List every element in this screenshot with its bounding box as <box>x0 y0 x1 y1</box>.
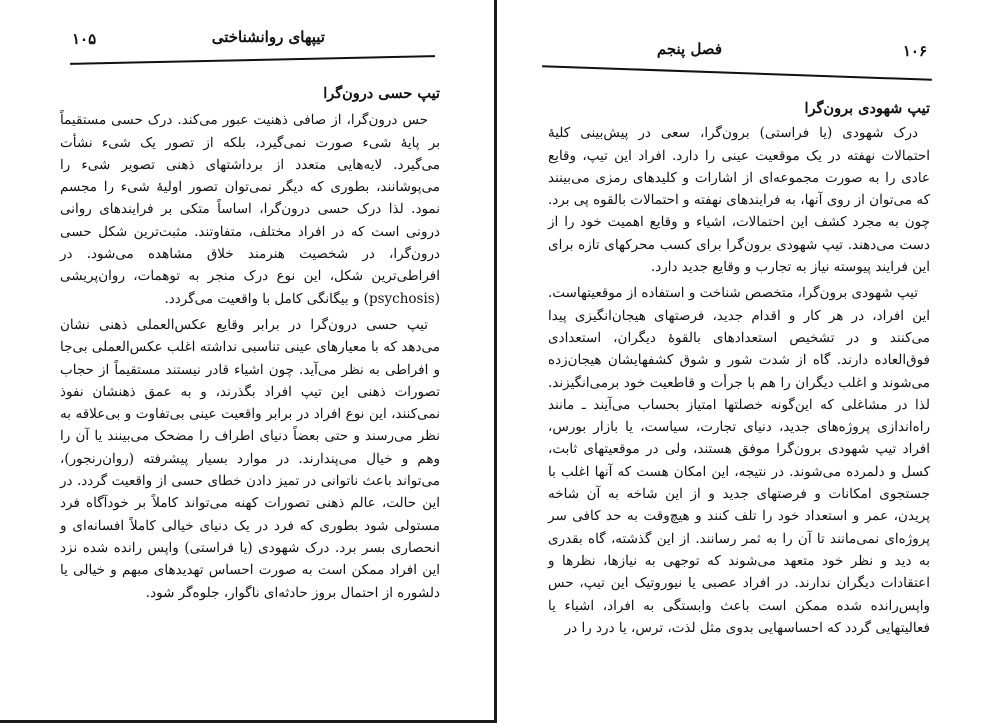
page-body <box>60 83 440 604</box>
page-header <box>542 40 932 80</box>
page-number: ۱۰۵ <box>72 30 97 48</box>
paragraph: تیپ حسی درون‌گرا در برابر وقایع عکس‌العملی ذهنی نشان می‌دهد که با معیارهای عینی تناسبی نداشته اغلب عکس‌العملی بی‌جا و افراطی به نظر می‌آید. چون اشیاء قادر نیستند مستقیماً از حجاب تصورات ذهنی این تیپ افراد بگذرند، و به عمق ذهنشان نفوذ نمی‌کنند، این نوع افراد در برابر واقعیت عینی بی‌تفاوت و بی‌علاقه به نظر می‌رسند و حتی بعضاً دنیای اطراف را مضحک می‌بینند یا آن را وهم و خیال می‌پندارند. در موارد بسیار پیشرفته (روان‌رنجور)، می‌تواند باعث ناتوانی در تمیز دادن خطای حسی از واقعیت گردد. در این حالت، عالم ذهنی تصورات کهنه می‌تواند کاملاً بر خودآگاه فرد مستولی شود بطوری که فرد در یک دنیای خیالی کاملاً افسانه‌ای و انحصاری بسر برد. درک شهودی (یا فراستی) واپس رانده شده نزد این افراد ممکن است به صورت احساس تهدیدهای مبهم و خیالی یا دلشوره از احتمال بروز حادثه‌ای ناگوار، جلوه‌گر شود. <box>60 316 441 601</box>
paragraph: تیپ شهودی برون‌گرا، متخصص شناخت و استفاده از موقعیتهاست. این افراد، در هر کار و اقدام جدید، فرصتهای هیجان‌انگیزی پیدا می‌کنند و در تشخیص استعدادهای بالقوهٔ دیگران، استعدادی فوق‌العاده دارند. گاه از شدت شور و شوق کشفهایشان هیجان‌زده می‌شوند و اغلب دیگران را هم با جرأت و قاطعیت خود برمی‌انگیزند. لذا در مشاغلی که این‌گونه خصلتها امتیاز بحساب می‌آیند ـ مانند راه‌اندازی پروژه‌های جدید، دنیای تجارت، سیاست، یا بازار بورس، افراد تیپ شهودی برون‌گرا موفق هستند، ولی در موقعیتهای ثابت، کسل و دلمرده می‌شوند. در نتیجه، این امکان هست که آنها اغلب با جستجوی امکانات و فرصتهای جدید و از این شاخه به آن شاخه پریدن، عمر و استعداد خود را تلف کنند و هیچ‌وقت به حد کافی سر پروژه‌ای نمی‌مانند تا آن را به ثمر رسانند. از این گذشته، گاه بقدری به دید و نظر خود متعهد می‌شوند که توجهی به نیازها، نظرها و اعتقادات دیگران ندارند. در افراد عصبی یا نیوروتیک این تیپ، حس واپس‌رانده شده ممکن است باعث وابستگی به افراد، اشیاء یا فعالیتهایی گردد که احساسهایی بدوی مثل لذت، ترس، یا درد را در <box>548 285 930 636</box>
section-heading: تیپ حسی درون‌گرا <box>323 85 440 102</box>
left-page <box>0 0 496 723</box>
running-title: فصل پنجم <box>656 40 722 58</box>
header-rule <box>70 55 435 65</box>
paragraph: حس درون‌گرا، از صافی ذهنیت عبور می‌کند. درک حسی مستقیماً بر پایهٔ شیء صورت نمی‌گیرد، بلکه از تصور یک شیء نشأت می‌گیرد. لایه‌هایی متعدد از برداشتهای ذهنی تصویر شیء را می‌پوشانند، بطوری که دیگر نمی‌توان تصور اولیهٔ شیء را مجسم نمود. لذا درک حسی درون‌گرا، اساساً متکی بر فرایندهای روانی درونی است که در افراد مختلف، متفاوتند. مثبت‌ترین شکل حسی درون‌گرا، در شخصیت هنرمند خلاق مشاهده می‌شود. در افراطی‌ترین شکل، این نوع درک منجر به توهمات، روان‌پریشی (psychosis) و بیگانگی کامل با واقعیت می‌گردد. <box>60 112 440 307</box>
book-spine <box>494 0 497 723</box>
page-body <box>548 98 930 639</box>
header-rule <box>542 65 932 81</box>
page-number: ۱۰۶ <box>902 42 927 60</box>
page-header <box>70 28 435 68</box>
running-title: تیپهای روانشناختی <box>211 28 325 46</box>
right-page <box>498 0 995 723</box>
paragraph: درک شهودی (یا فراستی) برون‌گرا، سعی در پیش‌بینی کلیهٔ احتمالات نهفته در یک موقعیت عینی را دارد. افراد این تیپ، وقایع عادی را به صورت مجموعه‌ای از اشارات و کلیدهای رمزی می‌بینند که می‌توان از روی آنها، به فرایندهای نهفته و احتمالات بالقوه پی برد. چون به مجرد کشف این احتمالات، اشیاء و وقایع اهمیت خود را از دست می‌دهند. تیپ شهودی برون‌گرا برای کسب محرکهای تازه برای این فرایند پیوسته نیاز به تجارب و وقایع جدید دارد. <box>548 125 930 276</box>
section-heading: تیپ شهودی برون‌گرا <box>804 100 930 117</box>
